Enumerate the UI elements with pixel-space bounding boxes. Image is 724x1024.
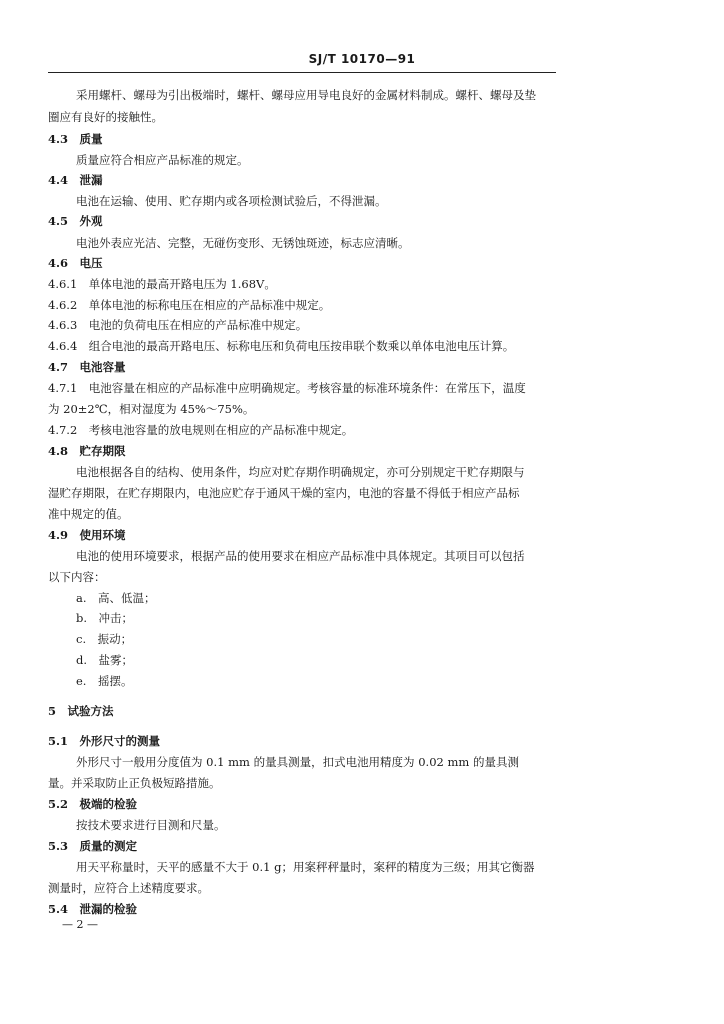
standard-code-header: SJ/T 10170—91: [308, 52, 416, 66]
body-line: 4.6.3 电池的负荷电压在相应的产品标准中规定。: [48, 318, 308, 332]
body-line: 4.6.1 单体电池的最高开路电压为 1.68V。: [48, 277, 276, 291]
body-line: 按技术要求进行目测和尺量。: [76, 818, 226, 832]
header-rule: [48, 72, 556, 73]
section-heading: 4.5 外观: [48, 214, 103, 228]
body-line: 电池的使用环境要求，根据产品的使用要求在相应产品标准中具体规定。其项目可以包括: [76, 549, 525, 563]
section-heading: 4.9 使用环境: [48, 528, 126, 542]
body-line: 用天平称量时，天平的感量不大于 0.1 g；用案秤秤量时，案秤的精度为三级；用其它衡器: [76, 860, 535, 874]
section-heading: 4.4 泄漏: [48, 173, 103, 187]
section-heading: 5.1 外形尺寸的测量: [48, 734, 161, 748]
section-heading: 4.3 质量: [48, 132, 103, 146]
body-line: 为 20±2℃，相对湿度为 45%～75%。: [48, 402, 255, 416]
body-line: 电池在运输、使用、贮存期内或各项检测试验后，不得泄漏。: [76, 194, 387, 208]
body-line: 电池外表应光洁、完整，无碰伤变形、无锈蚀斑迹，标志应清晰。: [76, 236, 410, 250]
section-heading: 4.8 贮存期限: [48, 444, 126, 458]
section-heading: 5.3 质量的测定: [48, 839, 138, 853]
section-heading: 5.2 极端的检验: [48, 797, 138, 811]
section-heading: 4.6 电压: [48, 256, 103, 270]
body-line: 圈应有良好的接触性。: [48, 110, 163, 124]
body-line: 4.6.4 组合电池的最高开路电压、标称电压和负荷电压按串联个数乘以单体电池电压计算。: [48, 339, 515, 353]
body-line: 测量时，应符合上述精度要求。: [48, 881, 209, 895]
body-line: 量。并采取防止正负极短路措施。: [48, 776, 221, 790]
list-item: b. 冲击；: [76, 611, 134, 625]
body-line: 电池根据各自的结构、使用条件，均应对贮存期作明确规定，亦可分别规定干贮存期限与: [76, 465, 525, 479]
body-line: 外形尺寸一般用分度值为 0.1 mm 的量具测量，扣式电池用精度为 0.02 mm 的量具测: [76, 755, 519, 769]
list-item: d. 盐雾；: [76, 653, 134, 667]
list-item: e. 摇摆。: [76, 674, 133, 688]
body-line: 4.6.2 单体电池的标称电压在相应的产品标准中规定。: [48, 298, 331, 312]
section-heading: 4.7 电池容量: [48, 360, 126, 374]
section-heading: 5.4 泄漏的检验: [48, 902, 138, 916]
body-line: 质量应符合相应产品标准的规定。: [76, 153, 249, 167]
body-line: 4.7.2 考核电池容量的放电规则在相应的产品标准中规定。: [48, 423, 354, 437]
body-line: 以下内容：: [48, 570, 106, 584]
list-item: a. 高、低温；: [76, 591, 156, 605]
body-line: 湿贮存期限，在贮存期限内，电池应贮存于通风干燥的室内，电池的容量不得低于相应产品标: [48, 486, 520, 500]
chapter-heading: 5 试验方法: [48, 704, 114, 718]
list-item: c. 振动；: [76, 632, 133, 646]
body-line: 准中规定的值。: [48, 507, 129, 521]
body-line: 采用螺杆、螺母为引出极端时，螺杆、螺母应用导电良好的金属材料制成。螺杆、螺母及垫: [76, 88, 536, 102]
body-line: 4.7.1 电池容量在相应的产品标准中应明确规定。考核容量的标准环境条件：在常压下，温度: [48, 381, 526, 395]
page-number: — 2 —: [62, 918, 98, 931]
